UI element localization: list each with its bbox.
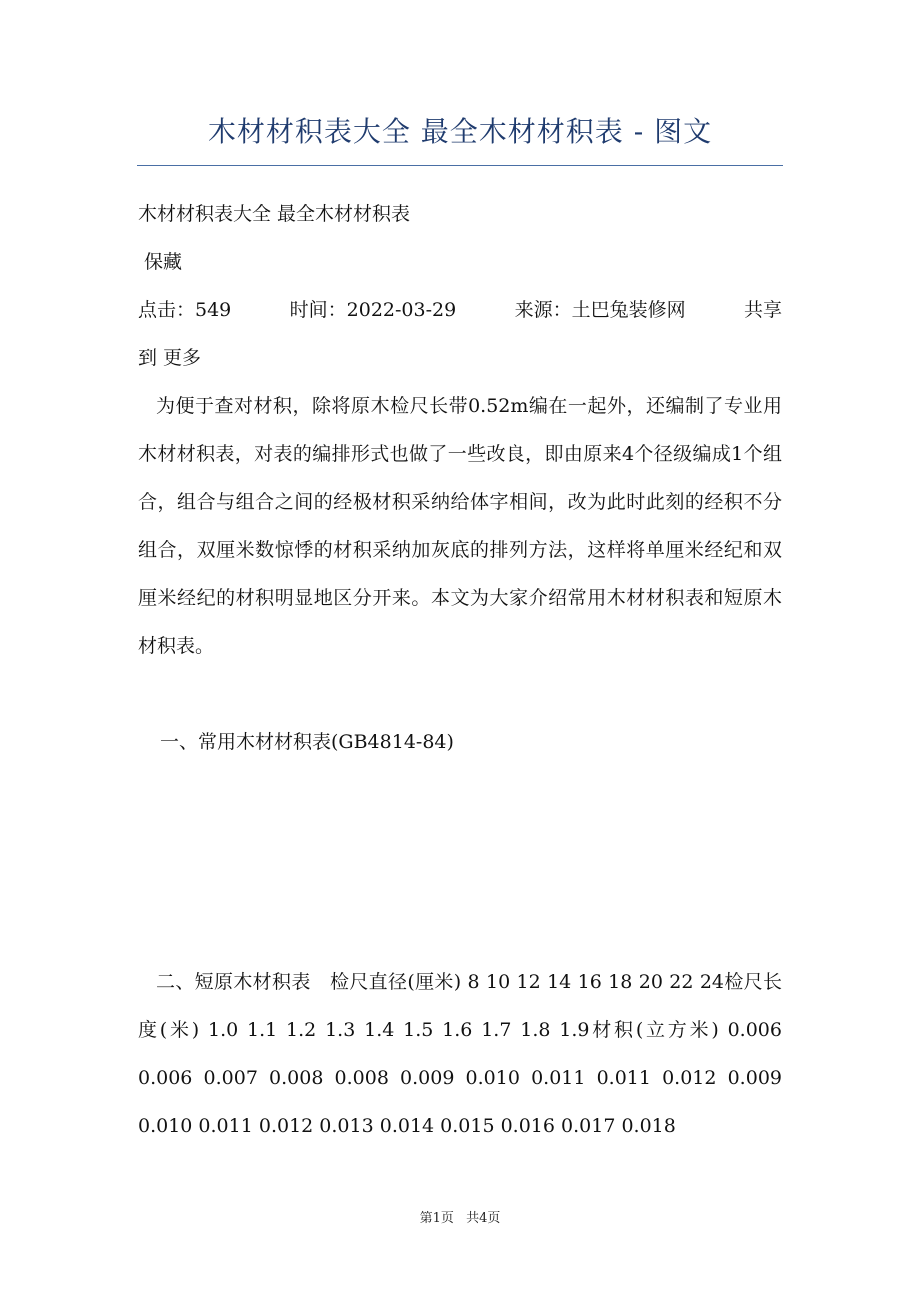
page-total: 共4页	[466, 1211, 501, 1226]
article-source: 来源：土巴兔装修网	[514, 299, 686, 321]
article-heading: 木材材积表大全 最全木材材积表	[138, 203, 411, 225]
share-more-link[interactable]: 到 更多	[138, 347, 202, 369]
section-short-log-table: 二、短原木材积表 检尺直径(厘米) 8 10 12 14 16 18 20 22 24检尺长度(米) 1.0 1.1 1.2 1.3 1.4 1.5 1.6 1.7 1.8 1.9材积(立方米) 0.006 0.006 0.007 0.008 0.008 0.009 0.010 0.011 0.011 0.012 0.009 0.010 0.011 0.012 0.013 0.014 0.015 0.016 0.017 0.018	[138, 971, 782, 1137]
article-meta	[138, 286, 782, 334]
page-footer	[0, 1207, 920, 1226]
section-common-table: 一、常用木材材积表(GB4814-84)	[160, 731, 454, 753]
favorite-label: 保藏	[144, 251, 183, 273]
share-link[interactable]: 共享	[743, 299, 782, 321]
favorite-link[interactable]	[138, 238, 782, 286]
page-number: 第1页	[419, 1211, 454, 1226]
document-body	[138, 190, 782, 1150]
click-count: 点击：549	[138, 299, 232, 321]
publish-time: 时间：2022-03-29	[289, 299, 457, 321]
page-title: 木材材积表大全 最全木材材积表 - 图文	[207, 115, 713, 148]
title-divider	[137, 165, 783, 166]
intro-paragraph: 为便于查对材积，除将原木检尺长带0.52m编在一起外，还编制了专业用木材材积表，对表的编排形式也做了一些改良，即由原来4个径级编成1个组合，组合与组合之间的经极材积采纳给体字相间，改为此时此刻的经积不分组合，双厘米数惊悸的材积采纳加灰底的排列方法，这样将单厘米经纪和双厘米经纪的材积明显地区分开来。本文为大家介绍常用木材材积表和短原木材积表。	[138, 395, 782, 657]
